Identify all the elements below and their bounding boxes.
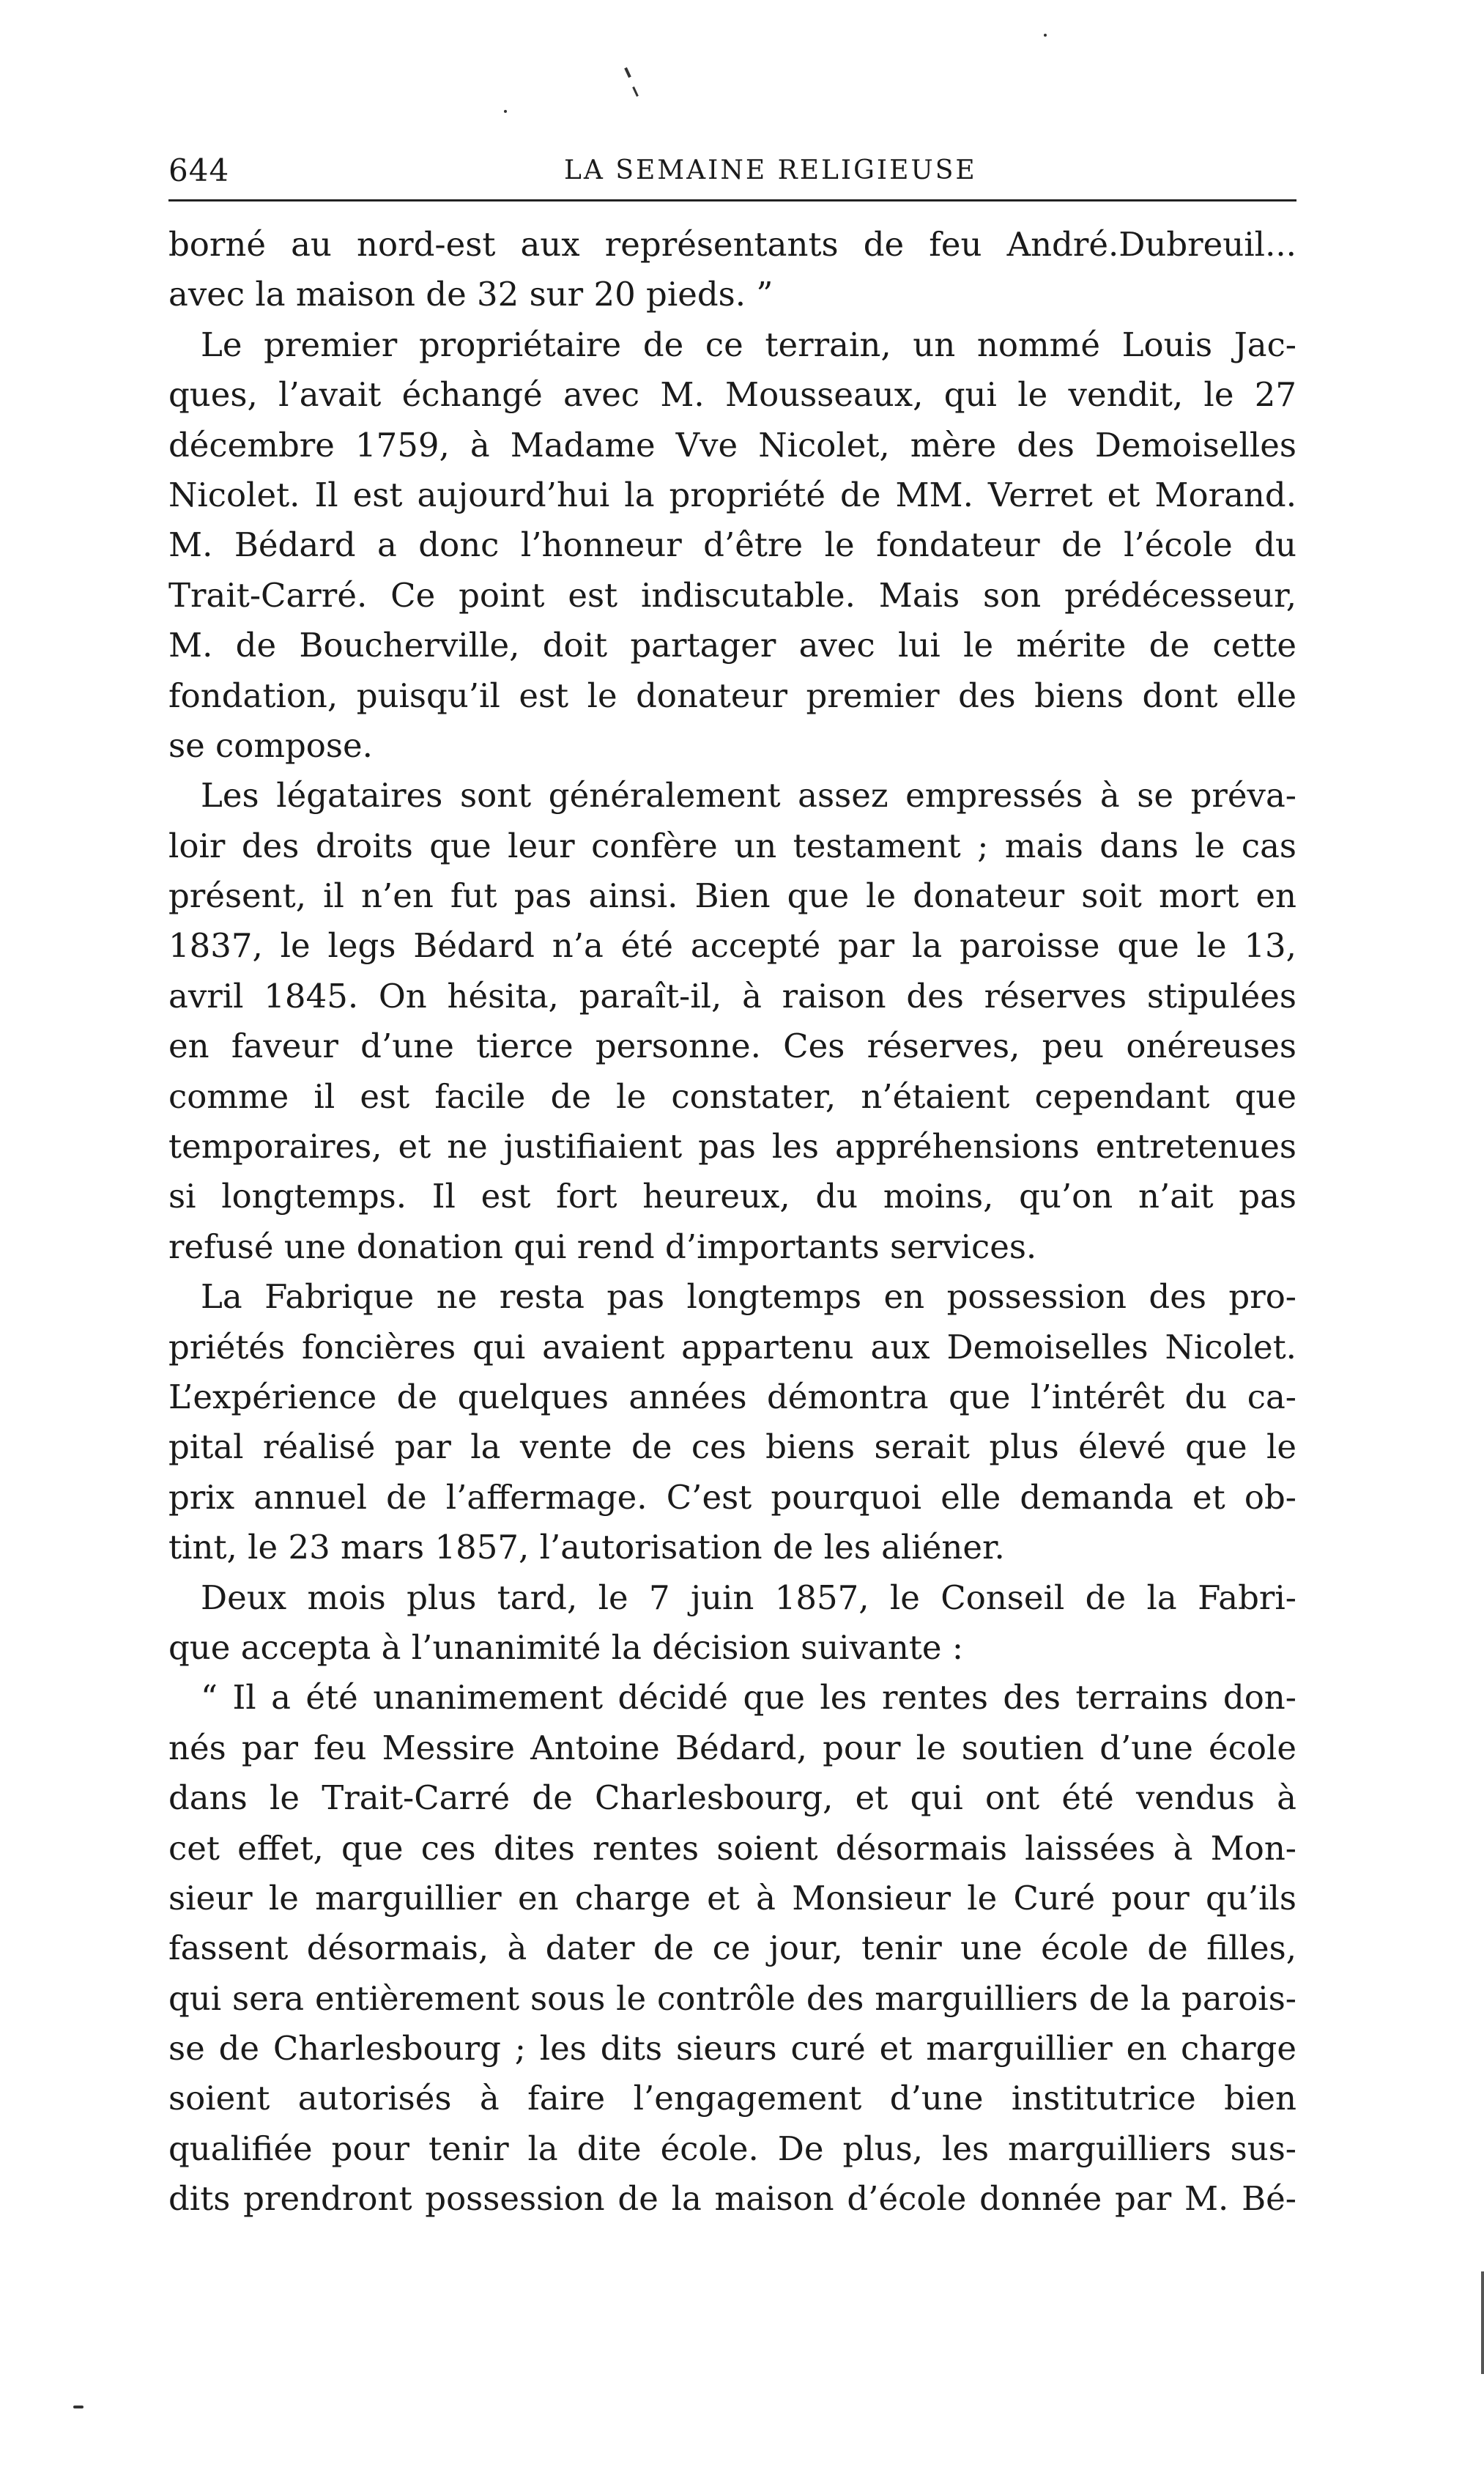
scan-speck <box>1044 34 1047 37</box>
text-line: L’expérience de quelques années démontra que l’intérêt du ca- <box>168 1377 1296 1416</box>
running-head: LA SEMAINE RELIGIEUSE <box>564 155 977 185</box>
text-line: tint, le 23 mars 1857, l’autorisation de les aliéner. <box>168 1528 1005 1567</box>
text-line: dans le Trait-Carré de Charlesbourg, et qui ont été vendus à <box>168 1778 1296 1818</box>
page-edge-mark <box>1481 2271 1484 2374</box>
text-line: cet effet, que ces dites rentes soient désormais laissées à Mon- <box>168 1828 1296 1868</box>
text-line: ques, l’avait échangé avec M. Mousseaux, qui le vendit, le 27 <box>168 375 1296 415</box>
text-line: temporaires, et ne justifiaient pas les appréhensions entretenues <box>168 1127 1296 1166</box>
scan-speck <box>632 86 639 97</box>
text-line: comme il est facile de le constater, n’étaient cependant que <box>168 1076 1296 1116</box>
text-line: avec la maison de 32 sur 20 pieds. ” <box>168 275 773 314</box>
body-text <box>168 220 1296 2225</box>
text-line: La Fabrique ne resta pas longtemps en possession des pro- <box>201 1277 1296 1317</box>
text-line: décembre 1759, à Madame Vve Nicolet, mère des Demoiselles <box>168 425 1296 465</box>
text-line: pital réalisé par la vente de ces biens serait plus élevé que le <box>168 1427 1296 1467</box>
text-line: fassent désormais, à dater de ce jour, tenir une école de filles, <box>168 1929 1296 1968</box>
text-line: soient autorisés à faire l’engagement d’une institutrice bien <box>168 2079 1296 2118</box>
text-line: qualifiée pour tenir la dite école. De plus, les marguilliers sus- <box>168 2129 1296 2168</box>
text-line: refusé une donation qui rend d’importants services. <box>168 1227 1037 1266</box>
text-line: en faveur d’une tierce personne. Ces réserves, peu onéreuses <box>168 1027 1296 1066</box>
text-line: se de Charlesbourg ; les dits sieurs curé et marguillier en charge <box>168 2029 1296 2068</box>
text-line: que accepta à l’unanimité la décision suivante : <box>168 1627 963 1667</box>
text-line: Les légataires sont généralement assez empressés à se préva- <box>201 776 1296 816</box>
text-line: Nicolet. Il est aujourd’hui la propriété de MM. Verret et Morand. <box>168 475 1296 514</box>
text-line: se compose. <box>168 725 373 765</box>
text-line: fondation, puisqu’il est le donateur premier des biens dont elle <box>168 676 1296 715</box>
text-line: sieur le marguillier en charge et à Monsieur le Curé pour qu’ils <box>168 1878 1296 1918</box>
text-line: nés par feu Messire Antoine Bédard, pour le soutien d’une école <box>168 1728 1296 1767</box>
text-line: prix annuel de l’affermage. C’est pourquoi elle demanda et ob- <box>168 1477 1296 1517</box>
scan-speck <box>624 67 631 78</box>
text-line: Le premier propriétaire de ce terrain, un nommé Louis Jac- <box>201 325 1296 364</box>
text-line: avril 1845. On hésita, paraît-il, à raison des réserves stipulées <box>168 976 1296 1016</box>
text-line: si longtemps. Il est fort heureux, du moins, qu’on n’ait pas <box>168 1177 1296 1216</box>
page-header <box>168 152 1296 198</box>
text-line: “ Il a été unanimement décidé que les rentes des terrains don- <box>201 1678 1296 1718</box>
scan-speck <box>73 2406 84 2408</box>
text-line: borné au nord-est aux représentants de feu André.Dubreuil... <box>168 225 1296 264</box>
page-number: 644 <box>168 152 230 188</box>
text-line: 1837, le legs Bédard n’a été accepté par la paroisse que le 13, <box>168 926 1296 966</box>
text-line: Deux mois plus tard, le 7 juin 1857, le Conseil de la Fabri- <box>201 1578 1296 1617</box>
header-rule <box>168 199 1296 201</box>
scan-speck <box>504 110 507 113</box>
text-line: dits prendront possession de la maison d’école donnée par M. Bé- <box>168 2179 1296 2219</box>
text-line: loir des droits que leur confère un testament ; mais dans le cas <box>168 826 1296 865</box>
text-line: qui sera entièrement sous le contrôle des marguilliers de la parois- <box>168 1978 1296 2018</box>
text-line: Trait-Carré. Ce point est indiscutable. Mais son prédécesseur, <box>168 575 1296 615</box>
text-line: M. de Boucherville, doit partager avec lui le mérite de cette <box>168 626 1296 665</box>
text-line: M. Bédard a donc l’honneur d’être le fondateur de l’école du <box>168 525 1296 565</box>
text-line: présent, il n’en fut pas ainsi. Bien que le donateur soit mort en <box>168 876 1296 916</box>
text-line: priétés foncières qui avaient appartenu aux Demoiselles Nicolet. <box>168 1327 1296 1367</box>
